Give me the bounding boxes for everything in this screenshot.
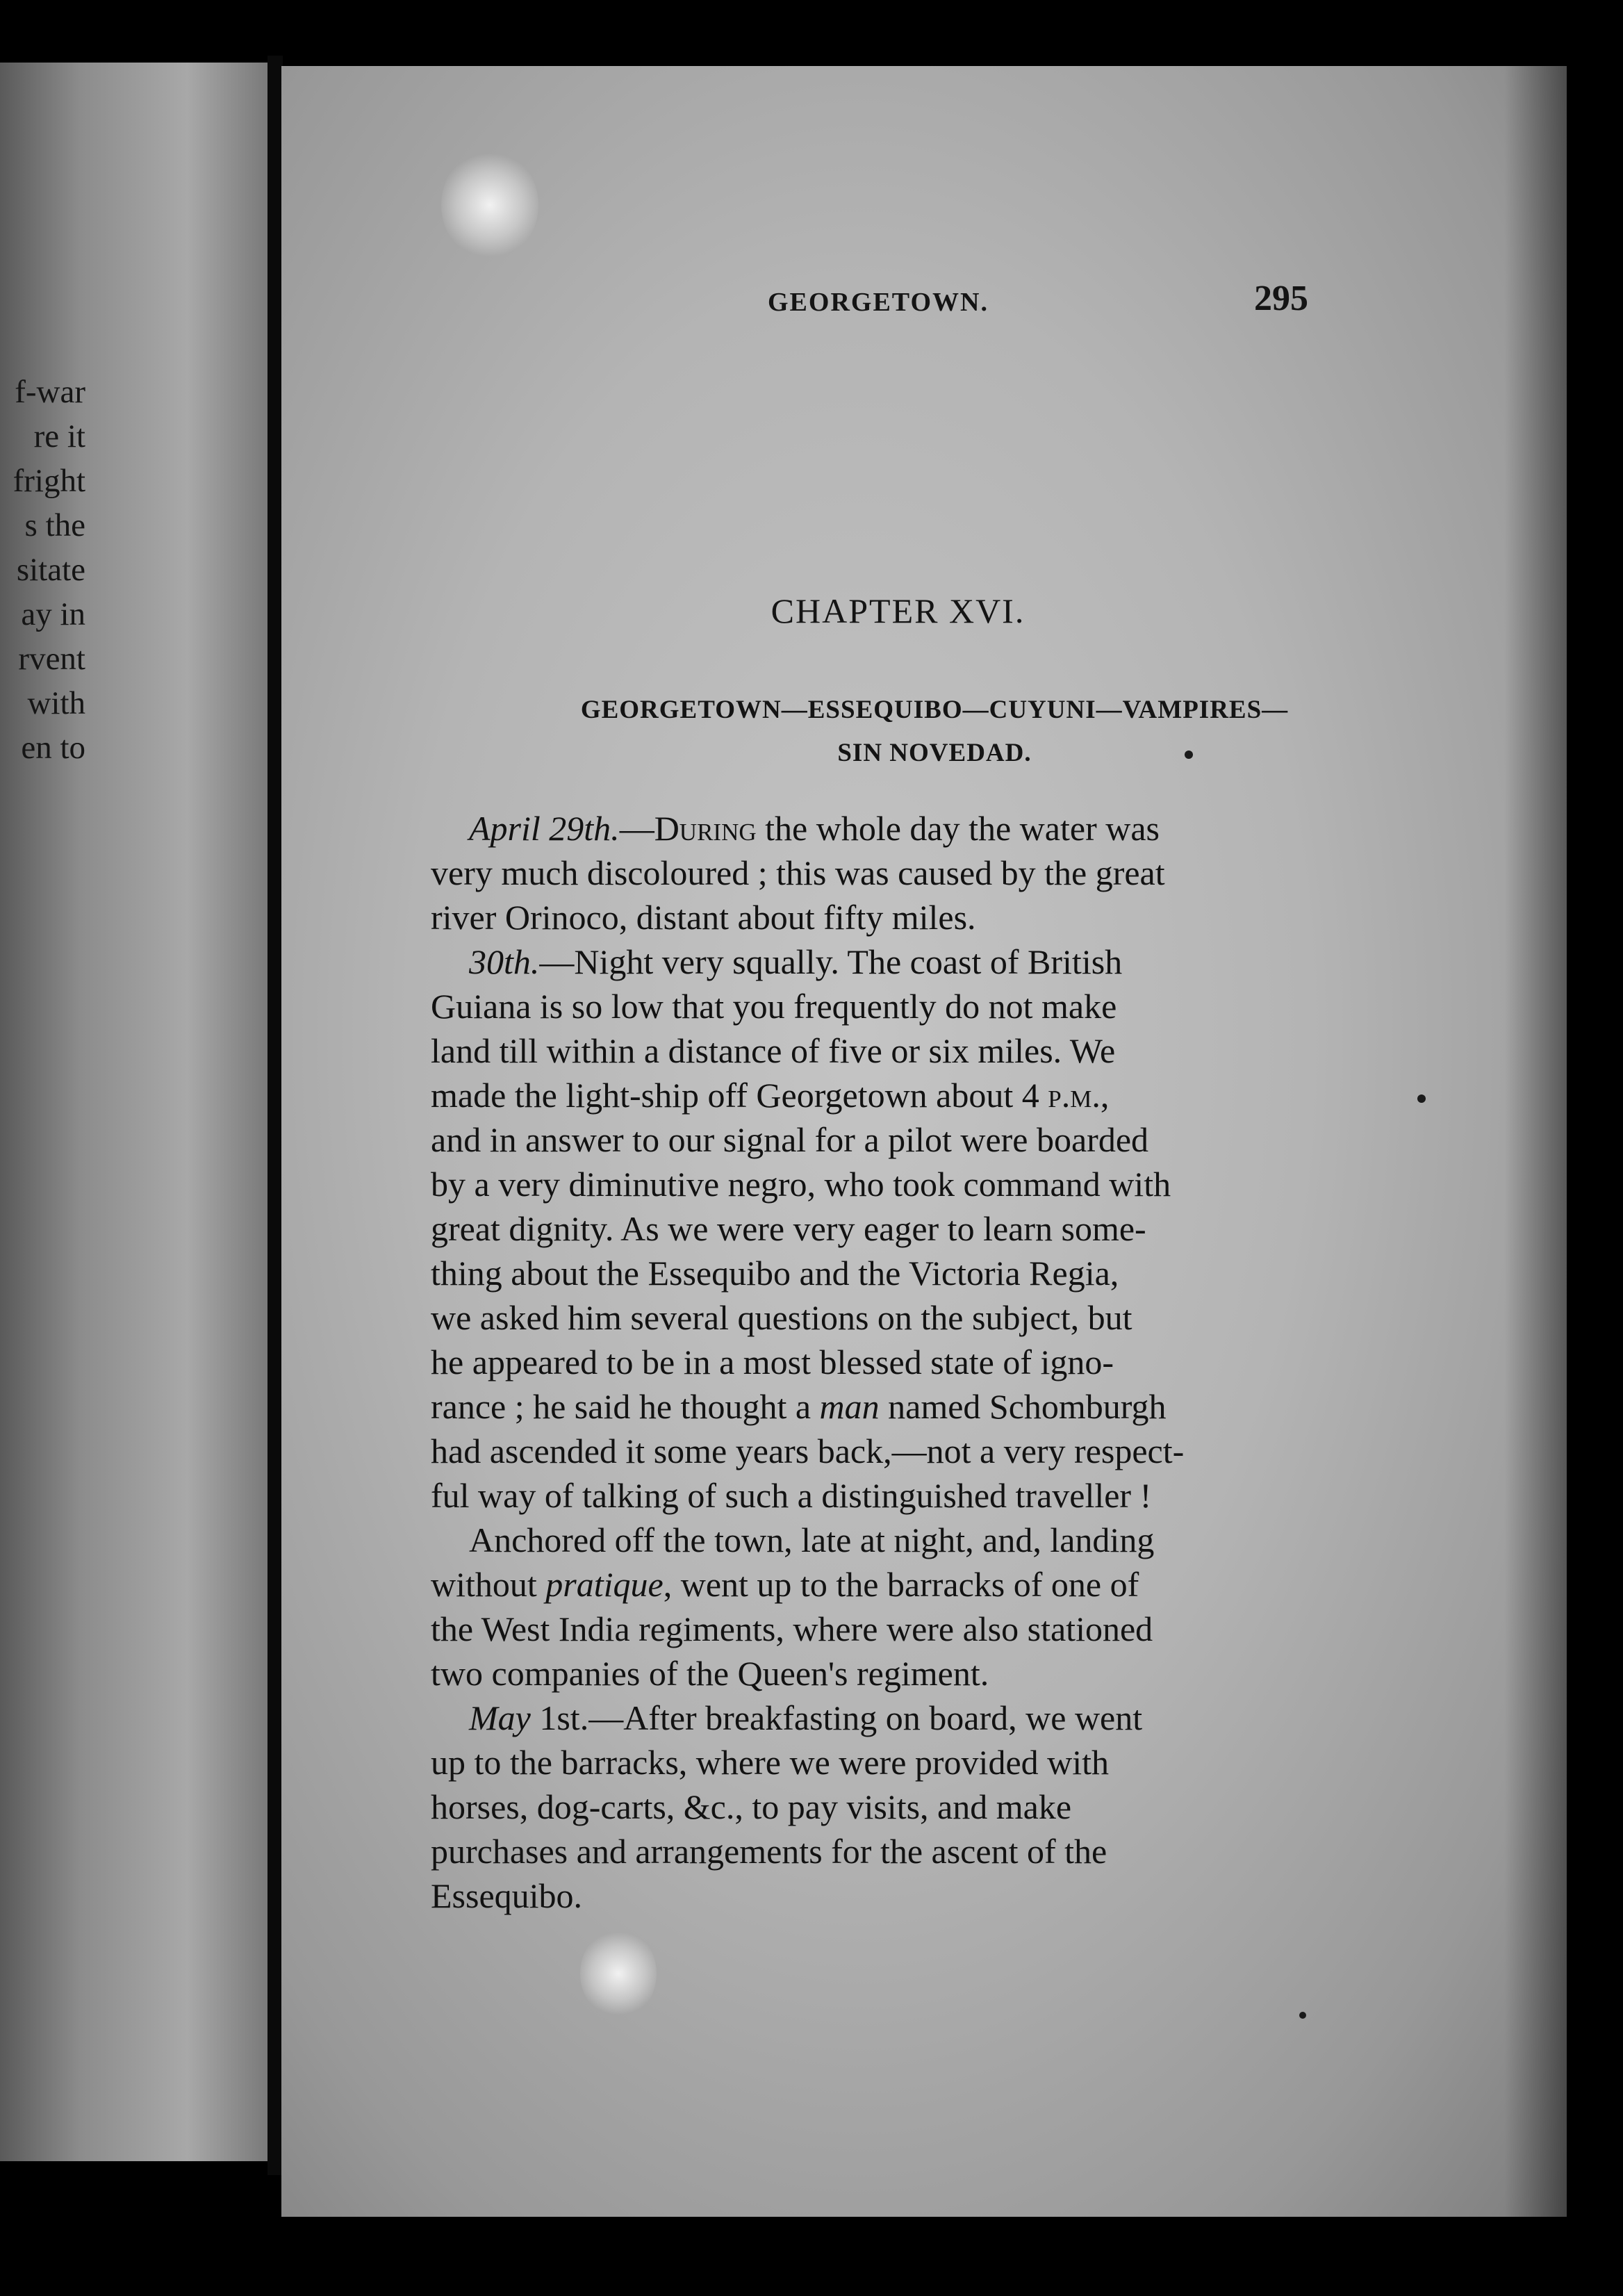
ink-speck: [1299, 2012, 1306, 2019]
running-head: GEORGETOWN.: [768, 288, 989, 317]
paper-smudge: [441, 149, 538, 261]
text-line: river Orinoco, distant about fifty miles.: [431, 898, 976, 937]
facing-page-line: rvent: [18, 641, 85, 677]
text-line: May 1st.—After breakfasting on board, we went: [469, 1698, 1143, 1737]
text-line: April 29th.—During the whole day the water was: [469, 809, 1160, 848]
text-line: horses, dog-carts, &c., to pay visits, and make: [431, 1787, 1072, 1826]
text-line: we asked him several questions on the subject, but: [431, 1298, 1132, 1337]
facing-page-left: [0, 63, 267, 2161]
date-label: May: [469, 1698, 531, 1737]
chapter-subtitle-line-2: SIN NOVEDAD.: [837, 739, 1032, 767]
text-line: and in answer to our signal for a pilot were boarded: [431, 1120, 1149, 1159]
text-line: thing about the Essequibo and the Victoria Regia,: [431, 1254, 1119, 1293]
text-line: two companies of the Queen's regiment.: [431, 1654, 989, 1693]
text-line: had ascended it some years back,—not a very respect-: [431, 1432, 1185, 1470]
text-line: very much discoloured ; this was caused by the great: [431, 853, 1165, 892]
text-line: land till within a distance of five or six miles. We: [431, 1031, 1116, 1070]
text-line: up to the barracks, where we were provided with: [431, 1743, 1110, 1782]
facing-page-line: sitate: [16, 552, 85, 588]
facing-page-line: ay in: [21, 596, 85, 632]
facing-page-line: with: [27, 685, 85, 721]
text-line: ful way of talking of such a distinguished traveller !: [431, 1476, 1152, 1515]
text-line: Essequibo.: [431, 1876, 583, 1915]
text-line: Anchored off the town, late at night, and, landing: [469, 1520, 1155, 1559]
date-label: 30th.: [469, 942, 540, 981]
text-line: 30th.—Night very squally. The coast of British: [469, 942, 1123, 981]
page-number: 295: [1254, 279, 1308, 318]
facing-page-line: en to: [21, 730, 85, 766]
text-line: rance ; he said he thought a man named Schomburgh: [431, 1387, 1167, 1426]
text-line: made the light-ship off Georgetown about 4 p.m.,: [431, 1076, 1110, 1115]
text-line: by a very diminutive negro, who took command with: [431, 1165, 1171, 1204]
paper-smudge: [580, 1928, 657, 2019]
facing-page-line: fright: [13, 463, 85, 499]
book-gutter: [267, 56, 283, 2175]
chapter-title: CHAPTER XVI.: [771, 591, 1025, 630]
scan-border-right: [1567, 0, 1623, 2296]
text-line: without pratique, went up to the barracks of one of: [431, 1565, 1139, 1604]
facing-page-line: f-war: [15, 374, 85, 410]
facing-page-line: re it: [33, 418, 85, 454]
text-line: great dignity. As we were very eager to learn some-: [431, 1209, 1146, 1248]
text-line: Guiana is so low that you frequently do not make: [431, 987, 1117, 1026]
text-line: the West India regiments, where were also stationed: [431, 1609, 1153, 1648]
scan-border-bottom: [0, 2217, 1623, 2296]
text-line: he appeared to be in a most blessed state of igno-: [431, 1343, 1114, 1381]
book-page: [281, 66, 1567, 2217]
facing-page-line: s the: [24, 507, 85, 543]
chapter-subtitle-line-1: GEORGETOWN—ESSEQUIBO—CUYUNI—VAMPIRES—: [580, 696, 1289, 724]
date-label: April 29th.: [469, 809, 620, 848]
body-text: [431, 806, 1459, 1918]
text-line: purchases and arrangements for the ascent of the: [431, 1832, 1107, 1871]
